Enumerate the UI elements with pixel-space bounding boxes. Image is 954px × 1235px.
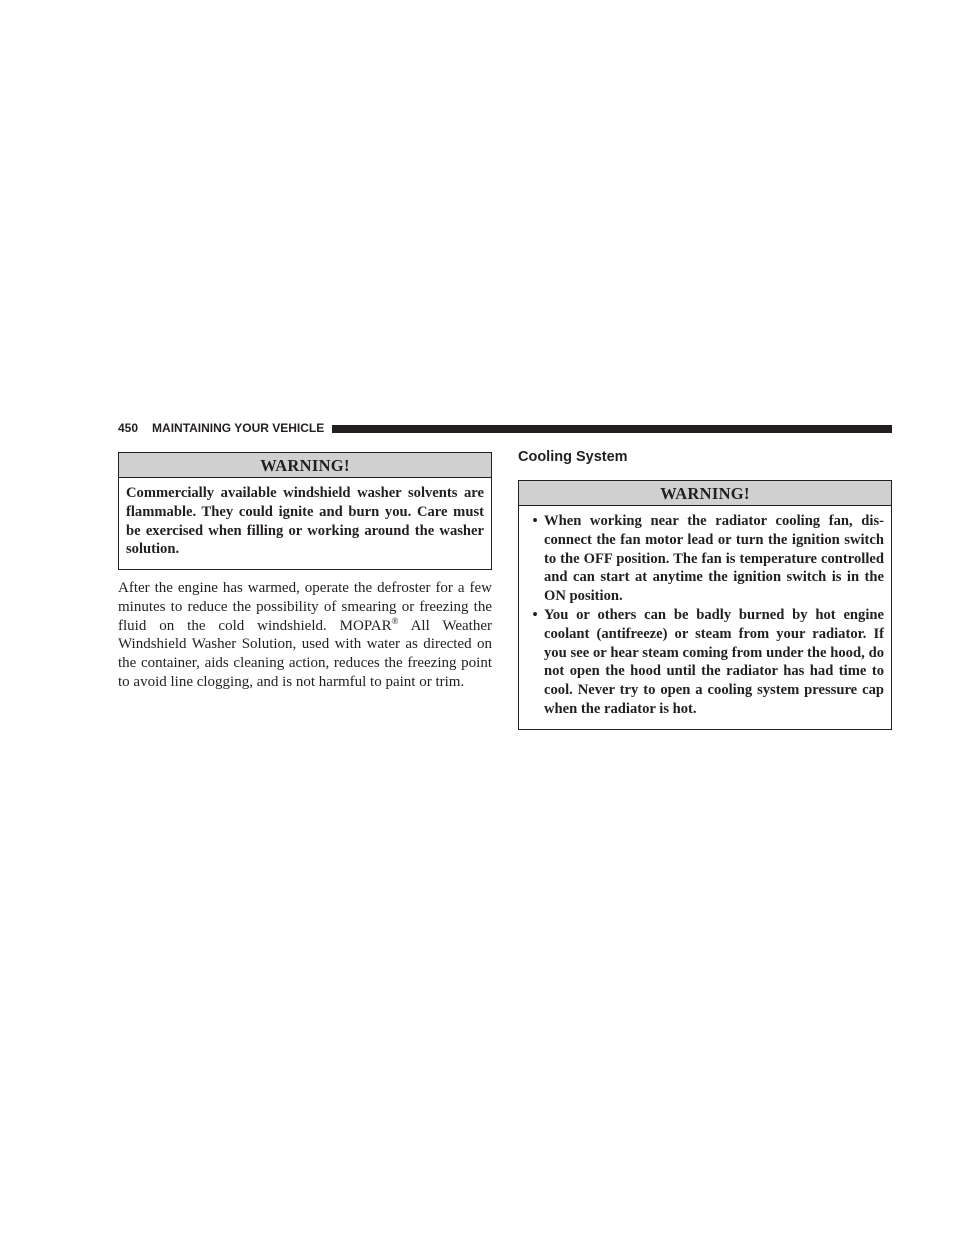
list-item xyxy=(526,512,884,606)
header-rule xyxy=(332,425,892,433)
cooling-system-heading: Cooling System xyxy=(518,449,628,465)
registered-mark: ® xyxy=(391,615,399,626)
bullet-icon: • xyxy=(532,606,538,623)
bullet-icon: • xyxy=(532,513,538,529)
section-title: MAINTAINING YOUR VEHICLE xyxy=(152,421,325,435)
warning-title: WARNING! xyxy=(119,453,491,478)
page-number: 450 xyxy=(118,421,139,435)
warning-body: Commercially available windshield washer solvents are flammable. They could ignite and burn you. Care must be exercised when filling or working around the washer solution. xyxy=(126,485,484,558)
paragraph-text-end: All Weather Windshield Washer Solution, used with water as directed on the container, aids cleaning action, reduces the freezing point to avoid line clogging, and is not harmful to paint or trim. xyxy=(118,617,492,690)
defroster-paragraph xyxy=(118,579,492,692)
warning-body xyxy=(519,506,891,719)
list-item-text: You or others can be badly burned by hot engine coolant (antifreeze) or steam from your radiator. If you see or hear steam coming from under the hood, do not open the hood until the radiator has had time to cool. Never try to open a cooling system pressure cap when the radiator is hot. xyxy=(544,606,884,717)
warning-title: WARNING! xyxy=(519,481,891,506)
cooling-system-warning-box xyxy=(518,480,892,730)
list-item xyxy=(526,606,884,719)
list-item-text: When working near the radiator cooling fan, dis-connect the fan motor lead or turn the ignition switch to the OFF position. The fan is temperature controlled and can start at anytime the ignition switch is in the ON position. xyxy=(544,513,884,605)
paragraph-text-start: After the engine has warmed, operate the defroster for a few minutes to reduce the possibility of smearing or freezing the fluid on the cold windshield. MOPAR xyxy=(118,580,492,634)
page-header xyxy=(118,420,892,436)
washer-solvent-warning-box xyxy=(118,452,492,570)
